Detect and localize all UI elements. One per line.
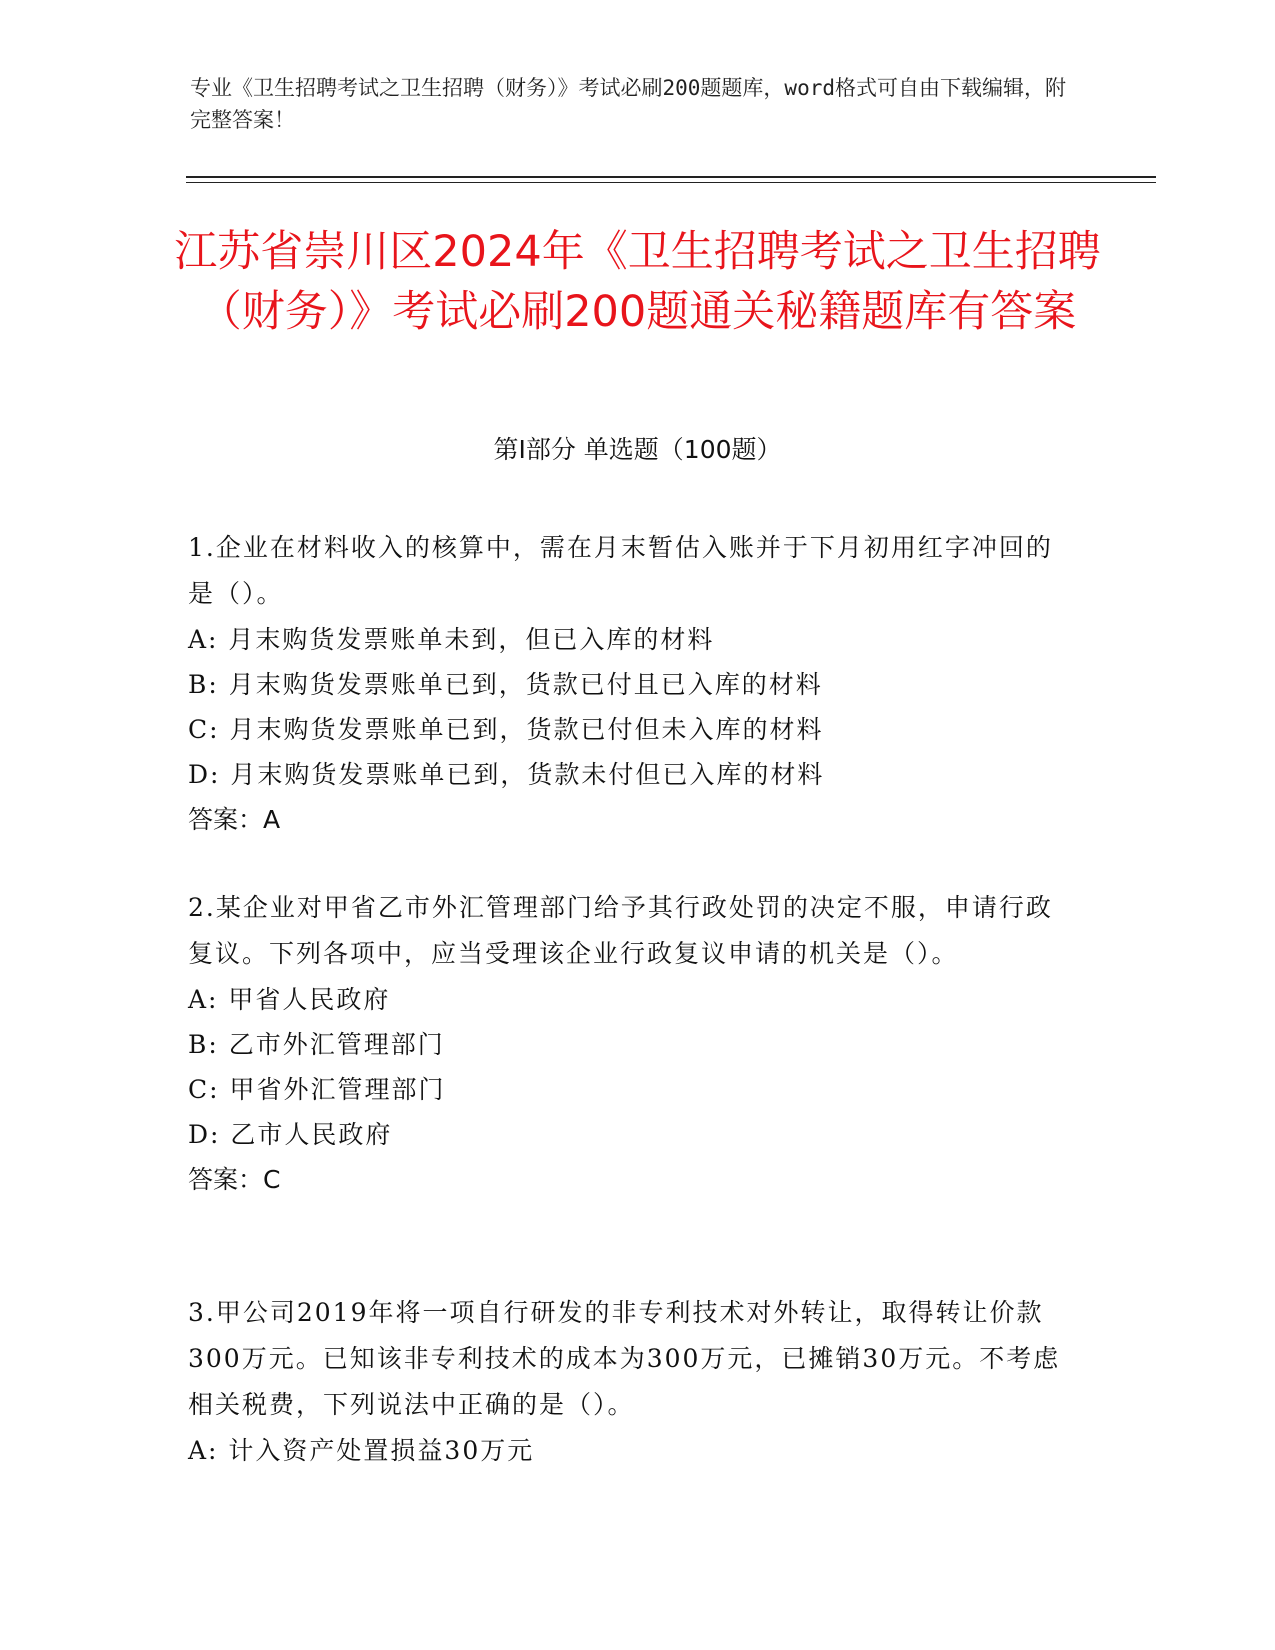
question-stem: 1.企业在材料收入的核算中，需在月末暂估入账并于下月初用红字冲回的是（）。 bbox=[188, 533, 1053, 608]
question-stem: 2.某企业对甲省乙市外汇管理部门给予其行政处罚的决定不服，申请行政复议。下列各项中，应当受理该企业行政复议申请的机关是（）。 bbox=[188, 893, 1053, 968]
question-1 bbox=[188, 525, 1068, 843]
option-b: B: 月末购货发票账单已到，货款已付且已入库的材料 bbox=[188, 670, 823, 699]
option-a: A: 月末购货发票账单未到，但已入库的材料 bbox=[188, 625, 715, 654]
document-title: 江苏省崇川区2024年《卫生招聘考试之卫生招聘（财务）》考试必刷200题通关秘籍题库有答案 bbox=[174, 227, 1101, 337]
question-stem: 3.甲公司2019年将一项自行研发的非专利技术对外转让，取得转让价款300万元。已知该非专利技术的成本为300万元，已摊销30万元。不考虑相关税费，下列说法中正确的是（）。 bbox=[188, 1298, 1061, 1419]
section-heading: 第Ⅰ部分 单选题（100题） bbox=[493, 435, 782, 464]
option-d: D: 乙市人民政府 bbox=[188, 1120, 393, 1149]
option-c: C: 甲省外汇管理部门 bbox=[188, 1075, 446, 1104]
option-d: D: 月末购货发票账单已到，货款未付但已入库的材料 bbox=[188, 760, 825, 789]
question-2 bbox=[188, 885, 1068, 1203]
option-a: A: 计入资产处置损益30万元 bbox=[188, 1436, 535, 1465]
answer: 答案：A bbox=[188, 805, 281, 834]
answer: 答案：C bbox=[188, 1165, 281, 1194]
question-3 bbox=[188, 1290, 1068, 1473]
option-a: A: 甲省人民政府 bbox=[188, 985, 391, 1014]
header-divider-thick bbox=[186, 176, 1156, 178]
header-note: 专业《卫生招聘考试之卫生招聘（财务）》考试必刷200题题库，word格式可自由下载编辑，附完整答案！ bbox=[190, 76, 1066, 132]
option-c: C: 月末购货发票账单已到，货款已付但未入库的材料 bbox=[188, 715, 824, 744]
header-divider-thin bbox=[186, 182, 1156, 183]
option-b: B: 乙市外汇管理部门 bbox=[188, 1030, 445, 1059]
